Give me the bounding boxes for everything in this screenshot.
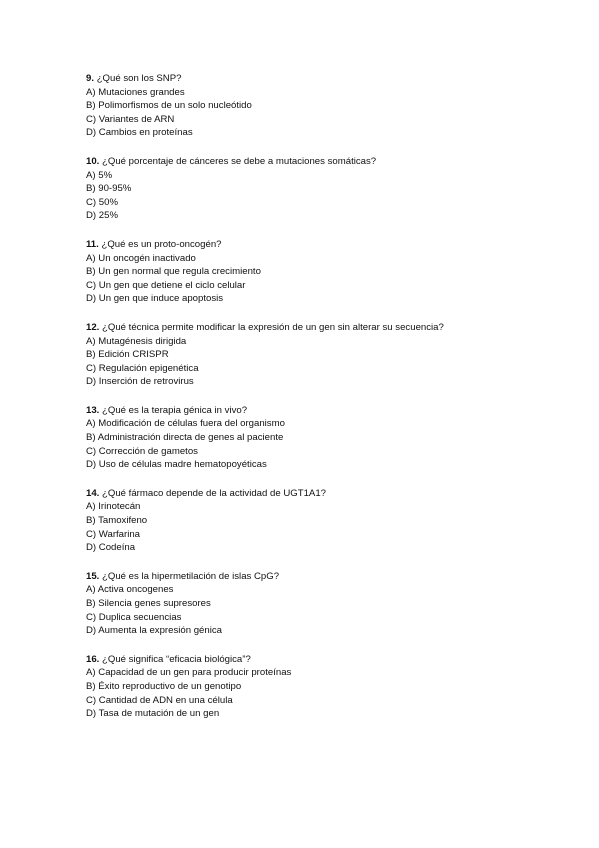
- option-d: D) Aumenta la expresión génica: [86, 625, 222, 637]
- option-d: D) Tasa de mutación de un gen: [86, 708, 220, 720]
- question-15: [86, 570, 566, 638]
- option-a: A) Irinotecán: [86, 501, 141, 513]
- option-c: C) Warfarina: [86, 528, 141, 540]
- question-10: [86, 155, 566, 223]
- question-14: [86, 487, 566, 555]
- question-text: ¿Qué es la hipermetilación de islas CpG?: [102, 570, 280, 582]
- option-a: A) Mutagénesis dirigida: [86, 335, 187, 347]
- option-b: B) Polimorfismos de un solo nucleótido: [86, 100, 252, 112]
- question-text: ¿Qué significa “eficacia biológica”?: [102, 653, 251, 665]
- question-number: 14.: [86, 487, 100, 499]
- question-number: 11.: [86, 238, 99, 250]
- option-d: D) Un gen que induce apoptosis: [86, 293, 224, 305]
- question-line: [86, 570, 566, 584]
- question-text: ¿Qué es la terapia génica in vivo?: [102, 404, 248, 416]
- option-d: D) Codeína: [86, 542, 136, 554]
- option-d: D) Inserción de retrovirus: [86, 376, 194, 388]
- question-text: ¿Qué es un proto-oncogén?: [101, 238, 222, 250]
- option-b: B) Edición CRISPR: [86, 349, 169, 361]
- option-a: A) Un oncogén inactivado: [86, 252, 196, 264]
- question-number: 9.: [86, 73, 95, 84]
- question-line: [86, 487, 566, 501]
- option-b: B) 90-95%: [86, 183, 132, 195]
- question-line: [86, 72, 566, 86]
- question-number: 10.: [86, 155, 100, 167]
- question-11: [86, 238, 566, 306]
- question-text: ¿Qué son los SNP?: [96, 73, 182, 84]
- question-number: 13.: [86, 404, 100, 416]
- question-line: [86, 155, 566, 169]
- option-a: A) Activa oncogenes: [86, 584, 174, 596]
- option-d: D) Cambios en proteínas: [86, 127, 193, 139]
- question-number: 12.: [86, 321, 100, 333]
- question-line: [86, 404, 566, 418]
- option-c: C) Duplica secuencias: [86, 611, 182, 623]
- question-number: 16.: [86, 653, 100, 665]
- question-text: ¿Qué porcentaje de cánceres se debe a mutaciones somáticas?: [102, 155, 377, 167]
- option-a: A) Modificación de células fuera del organismo: [86, 418, 285, 430]
- option-b: B) Éxito reproductivo de un genotipo: [86, 680, 242, 692]
- option-a: A) 5%: [86, 169, 113, 181]
- question-line: [86, 238, 566, 252]
- option-c: C) Cantidad de ADN en una célula: [86, 694, 233, 706]
- question-text: ¿Qué fármaco depende de la actividad de UGT1A1?: [102, 487, 327, 499]
- option-b: B) Silencia genes supresores: [86, 598, 211, 609]
- option-a: A) Capacidad de un gen para producir proteínas: [86, 667, 292, 679]
- option-c: C) Un gen que detiene el ciclo celular: [86, 279, 246, 291]
- option-c: C) 50%: [86, 196, 118, 208]
- option-c: C) Corrección de gametos: [86, 445, 198, 457]
- option-d: D) Uso de células madre hematopoyéticas: [86, 459, 267, 471]
- option-b: B) Tamoxifeno: [86, 515, 148, 527]
- question-12: [86, 321, 566, 389]
- question-9: [86, 72, 566, 140]
- question-list: [86, 72, 566, 736]
- option-d: D) 25%: [86, 210, 118, 222]
- question-text: ¿Qué técnica permite modificar la expresión de un gen sin alterar su secuencia?: [102, 321, 444, 333]
- question-16: [86, 653, 566, 721]
- option-c: C) Variantes de ARN: [86, 113, 175, 125]
- question-line: [86, 653, 566, 667]
- option-b: B) Administración directa de genes al paciente: [86, 432, 284, 444]
- option-b: B) Un gen normal que regula crecimiento: [86, 266, 261, 278]
- question-number: 15.: [86, 570, 100, 582]
- question-line: [86, 321, 566, 335]
- option-a: A) Mutaciones grandes: [86, 86, 185, 98]
- question-13: [86, 404, 566, 472]
- option-c: C) Regulación epigenética: [86, 362, 199, 374]
